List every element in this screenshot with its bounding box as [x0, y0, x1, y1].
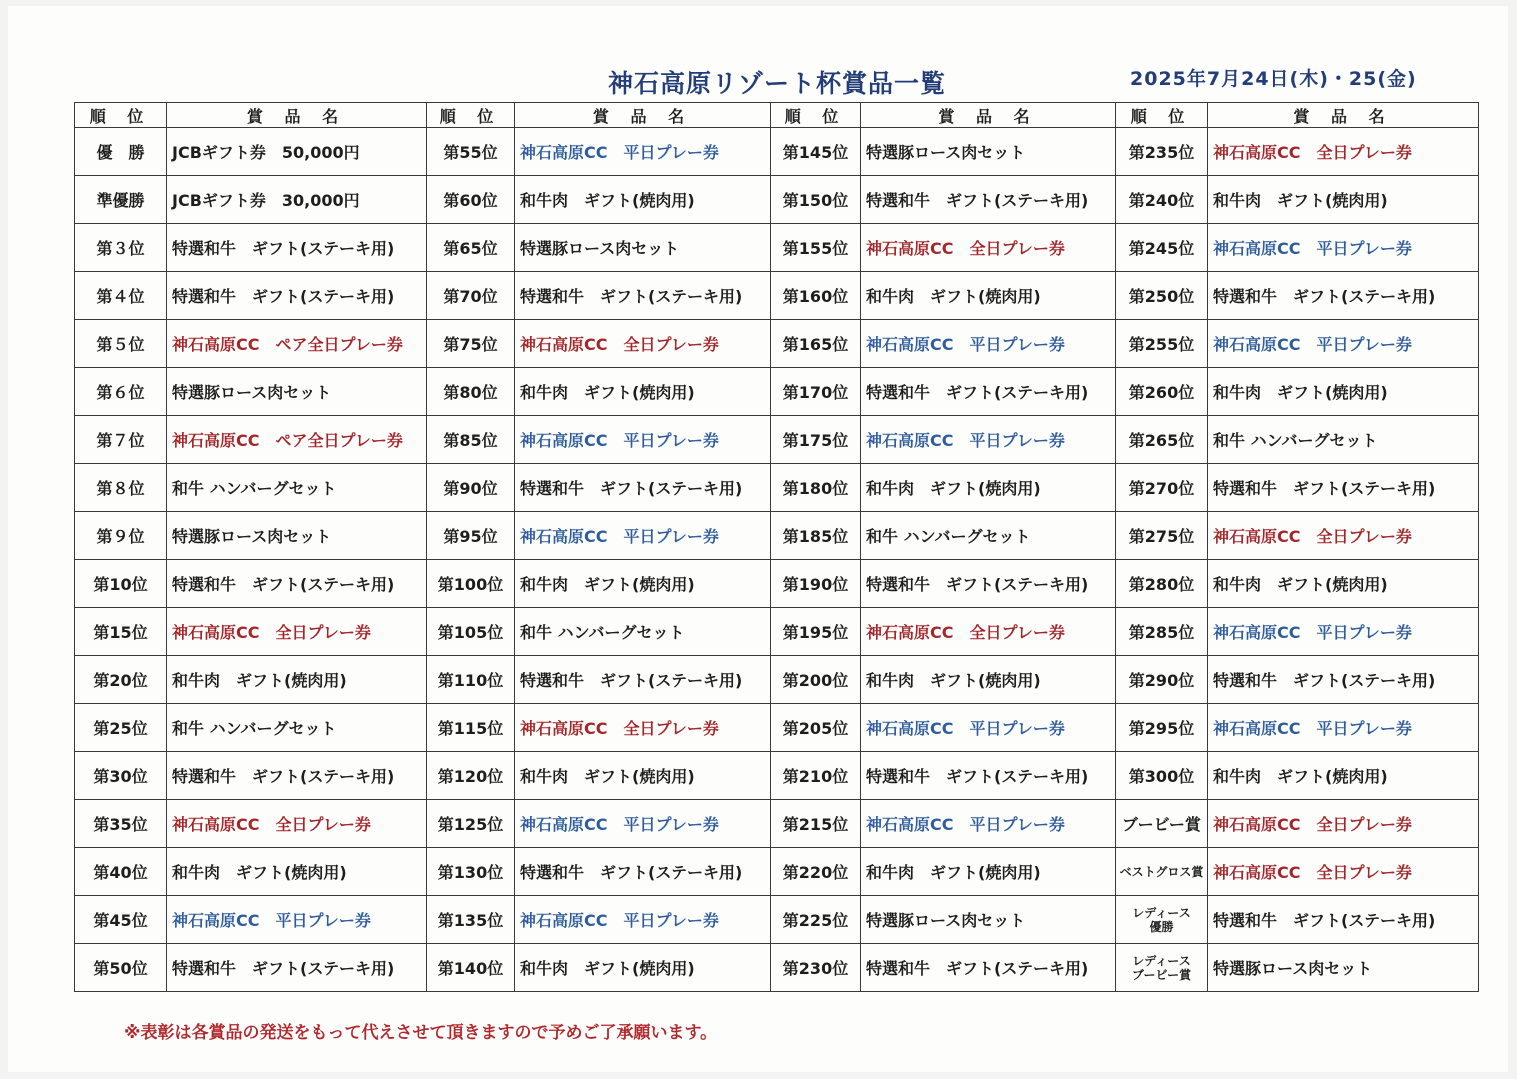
rank-cell: 第50位: [75, 944, 167, 992]
header-rank: 順 位: [75, 103, 167, 128]
prize-cell: 神石高原CC 平日プレー券: [515, 512, 771, 560]
header-prize: 賞 品 名: [1208, 103, 1479, 128]
prize-cell: 特選和牛 ギフト(ステーキ用): [861, 176, 1116, 224]
prize-cell: 神石高原CC 全日プレー券: [1208, 848, 1479, 896]
header-rank: 順 位: [771, 103, 861, 128]
rank-cell: 第300位: [1116, 752, 1208, 800]
table-row: [75, 800, 1479, 848]
rank-cell: 第225位: [771, 896, 861, 944]
prize-cell: 和牛肉 ギフト(焼肉用): [1208, 176, 1479, 224]
prize-cell: 特選和牛 ギフト(ステーキ用): [515, 656, 771, 704]
table-row: [75, 320, 1479, 368]
rank-cell: 第145位: [771, 128, 861, 176]
prize-cell: 和牛肉 ギフト(焼肉用): [1208, 368, 1479, 416]
rank-cell: 準優勝: [75, 176, 167, 224]
table-row: [75, 128, 1479, 176]
rank-cell: 優 勝: [75, 128, 167, 176]
prize-cell: 和牛 ハンバーグセット: [1208, 416, 1479, 464]
rank-cell: 第255位: [1116, 320, 1208, 368]
table-row: [75, 512, 1479, 560]
rank-cell: 第240位: [1116, 176, 1208, 224]
prize-cell: 神石高原CC 全日プレー券: [861, 224, 1116, 272]
rank-cell: 第120位: [427, 752, 515, 800]
prize-cell: 神石高原CC 平日プレー券: [167, 896, 427, 944]
rank-cell: 第135位: [427, 896, 515, 944]
rank-cell: 第195位: [771, 608, 861, 656]
prize-cell: 和牛 ハンバーグセット: [861, 512, 1116, 560]
rank-cell: 第285位: [1116, 608, 1208, 656]
prize-cell: 和牛肉 ギフト(焼肉用): [515, 176, 771, 224]
rank-cell: 第５位: [75, 320, 167, 368]
prize-cell: 神石高原CC 平日プレー券: [861, 704, 1116, 752]
rank-cell: 第55位: [427, 128, 515, 176]
prize-table-body: [75, 128, 1479, 992]
rank-cell: 第90位: [427, 464, 515, 512]
prize-cell: 和牛肉 ギフト(焼肉用): [515, 368, 771, 416]
rank-cell: 第180位: [771, 464, 861, 512]
prize-cell: 和牛肉 ギフト(焼肉用): [515, 560, 771, 608]
table-row: [75, 560, 1479, 608]
prize-cell: 神石高原CC 全日プレー券: [167, 800, 427, 848]
table-row: [75, 224, 1479, 272]
prize-cell: 神石高原CC 平日プレー券: [861, 416, 1116, 464]
prize-cell: 特選和牛 ギフト(ステーキ用): [167, 224, 427, 272]
rank-cell: 第290位: [1116, 656, 1208, 704]
rank-cell: 第130位: [427, 848, 515, 896]
prize-cell: 神石高原CC 平日プレー券: [515, 800, 771, 848]
prize-cell: 和牛肉 ギフト(焼肉用): [515, 752, 771, 800]
footer-note: ※表彰は各賞品の発送をもって代えさせて頂きますので予めご了承願います。: [124, 1023, 718, 1043]
rank-cell: 第230位: [771, 944, 861, 992]
rank-cell: 第250位: [1116, 272, 1208, 320]
rank-cell: 第220位: [771, 848, 861, 896]
prize-cell: 神石高原CC 平日プレー券: [515, 416, 771, 464]
table-row: [75, 176, 1479, 224]
rank-cell: 第205位: [771, 704, 861, 752]
prize-cell: JCBギフト券 50,000円: [167, 128, 427, 176]
prize-cell: 特選和牛 ギフト(ステーキ用): [861, 560, 1116, 608]
prize-cell: 特選和牛 ギフト(ステーキ用): [861, 368, 1116, 416]
rank-cell: 第15位: [75, 608, 167, 656]
rank-cell: 第260位: [1116, 368, 1208, 416]
prize-cell: 神石高原CC 全日プレー券: [861, 608, 1116, 656]
rank-cell: 第185位: [771, 512, 861, 560]
table-row: [75, 752, 1479, 800]
table-row: [75, 848, 1479, 896]
prize-cell: 特選和牛 ギフト(ステーキ用): [861, 944, 1116, 992]
rank-cell: 第85位: [427, 416, 515, 464]
prize-cell: 和牛肉 ギフト(焼肉用): [1208, 560, 1479, 608]
prize-cell: 神石高原CC 平日プレー券: [1208, 608, 1479, 656]
prize-cell: 特選和牛 ギフト(ステーキ用): [167, 560, 427, 608]
rank-cell: レディース ブービー賞: [1116, 944, 1208, 992]
prize-cell: 神石高原CC 全日プレー券: [1208, 800, 1479, 848]
rank-cell: 第235位: [1116, 128, 1208, 176]
prize-cell: 神石高原CC 全日プレー券: [1208, 512, 1479, 560]
rank-cell: 第150位: [771, 176, 861, 224]
rank-cell: 第160位: [771, 272, 861, 320]
prize-cell: 特選豚ロース肉セット: [861, 128, 1116, 176]
prize-cell: 特選和牛 ギフト(ステーキ用): [1208, 272, 1479, 320]
header-rank: 順 位: [1116, 103, 1208, 128]
prize-cell: 特選豚ロース肉セット: [167, 368, 427, 416]
rank-cell: 第280位: [1116, 560, 1208, 608]
rank-cell: 第275位: [1116, 512, 1208, 560]
prize-cell: 特選和牛 ギフト(ステーキ用): [1208, 464, 1479, 512]
prize-cell: 特選豚ロース肉セット: [1208, 944, 1479, 992]
rank-cell: 第95位: [427, 512, 515, 560]
prize-cell: 特選和牛 ギフト(ステーキ用): [515, 848, 771, 896]
rank-cell: 第25位: [75, 704, 167, 752]
header-rank: 順 位: [427, 103, 515, 128]
page-title: 神石高原リゾート杯賞品一覧: [608, 69, 947, 98]
prize-cell: 神石高原CC 平日プレー券: [1208, 704, 1479, 752]
rank-cell: 第４位: [75, 272, 167, 320]
rank-cell: 第８位: [75, 464, 167, 512]
rank-cell: 第65位: [427, 224, 515, 272]
rank-cell: ブービー賞: [1116, 800, 1208, 848]
rank-cell: 第200位: [771, 656, 861, 704]
prize-cell: 特選和牛 ギフト(ステーキ用): [861, 752, 1116, 800]
prize-cell: 神石高原CC 全日プレー券: [1208, 128, 1479, 176]
prize-cell: 和牛肉 ギフト(焼肉用): [861, 272, 1116, 320]
table-row: [75, 416, 1479, 464]
rank-cell: 第175位: [771, 416, 861, 464]
prize-cell: 神石高原CC 全日プレー券: [515, 320, 771, 368]
rank-cell: 第７位: [75, 416, 167, 464]
rank-cell: 第115位: [427, 704, 515, 752]
rank-cell: 第９位: [75, 512, 167, 560]
rank-cell: 第125位: [427, 800, 515, 848]
rank-cell: 第100位: [427, 560, 515, 608]
rank-cell: 第170位: [771, 368, 861, 416]
prize-cell: 和牛肉 ギフト(焼肉用): [861, 464, 1116, 512]
rank-cell: 第40位: [75, 848, 167, 896]
table-header-row: [75, 103, 1479, 128]
rank-cell: 第45位: [75, 896, 167, 944]
table-row: [75, 272, 1479, 320]
prize-cell: 和牛 ハンバーグセット: [167, 704, 427, 752]
prize-cell: 和牛肉 ギフト(焼肉用): [515, 944, 771, 992]
prize-cell: 特選和牛 ギフト(ステーキ用): [515, 272, 771, 320]
prize-cell: 和牛 ハンバーグセット: [167, 464, 427, 512]
document-page: [8, 6, 1508, 1072]
table-row: [75, 896, 1479, 944]
prize-cell: 特選和牛 ギフト(ステーキ用): [1208, 656, 1479, 704]
rank-cell: 第270位: [1116, 464, 1208, 512]
prize-cell: 特選豚ロース肉セット: [515, 224, 771, 272]
rank-cell: 第75位: [427, 320, 515, 368]
rank-cell: レディース 優勝: [1116, 896, 1208, 944]
prize-cell: 神石高原CC 平日プレー券: [861, 800, 1116, 848]
prize-cell: 特選和牛 ギフト(ステーキ用): [1208, 896, 1479, 944]
rank-cell: 第105位: [427, 608, 515, 656]
table-row: [75, 368, 1479, 416]
prize-table: [74, 102, 1479, 992]
rank-cell: 第215位: [771, 800, 861, 848]
table-row: [75, 464, 1479, 512]
rank-cell: 第35位: [75, 800, 167, 848]
rank-cell: ベストグロス賞: [1116, 848, 1208, 896]
header-prize: 賞 品 名: [861, 103, 1116, 128]
prize-cell: 特選和牛 ギフト(ステーキ用): [167, 752, 427, 800]
prize-cell: 神石高原CC 平日プレー券: [1208, 224, 1479, 272]
rank-cell: 第60位: [427, 176, 515, 224]
prize-cell: 神石高原CC ペア全日プレー券: [167, 320, 427, 368]
prize-cell: 和牛肉 ギフト(焼肉用): [1208, 752, 1479, 800]
rank-cell: 第10位: [75, 560, 167, 608]
rank-cell: 第155位: [771, 224, 861, 272]
event-date: 2025年7月24日(木)・25(金): [1130, 68, 1417, 90]
prize-cell: 神石高原CC 平日プレー券: [861, 320, 1116, 368]
prize-cell: 特選豚ロース肉セット: [167, 512, 427, 560]
rank-cell: 第３位: [75, 224, 167, 272]
rank-cell: 第210位: [771, 752, 861, 800]
prize-cell: 神石高原CC 平日プレー券: [515, 896, 771, 944]
rank-cell: 第245位: [1116, 224, 1208, 272]
table-row: [75, 704, 1479, 752]
prize-cell: 特選和牛 ギフト(ステーキ用): [167, 944, 427, 992]
prize-cell: 和牛肉 ギフト(焼肉用): [167, 656, 427, 704]
rank-cell: 第190位: [771, 560, 861, 608]
rank-cell: 第265位: [1116, 416, 1208, 464]
prize-cell: 神石高原CC 平日プレー券: [515, 128, 771, 176]
table-row: [75, 608, 1479, 656]
rank-cell: 第20位: [75, 656, 167, 704]
prize-cell: 神石高原CC 平日プレー券: [1208, 320, 1479, 368]
prize-cell: 神石高原CC 全日プレー券: [167, 608, 427, 656]
header-prize: 賞 品 名: [167, 103, 427, 128]
table-row: [75, 656, 1479, 704]
prize-cell: 特選和牛 ギフト(ステーキ用): [515, 464, 771, 512]
prize-cell: 神石高原CC ペア全日プレー券: [167, 416, 427, 464]
prize-cell: 和牛肉 ギフト(焼肉用): [861, 848, 1116, 896]
rank-cell: 第165位: [771, 320, 861, 368]
prize-cell: 神石高原CC 全日プレー券: [515, 704, 771, 752]
prize-cell: 特選和牛 ギフト(ステーキ用): [167, 272, 427, 320]
prize-cell: 和牛 ハンバーグセット: [515, 608, 771, 656]
prize-cell: JCBギフト券 30,000円: [167, 176, 427, 224]
prize-cell: 和牛肉 ギフト(焼肉用): [861, 656, 1116, 704]
rank-cell: 第６位: [75, 368, 167, 416]
table-row: [75, 944, 1479, 992]
rank-cell: 第140位: [427, 944, 515, 992]
rank-cell: 第80位: [427, 368, 515, 416]
rank-cell: 第295位: [1116, 704, 1208, 752]
prize-cell: 和牛肉 ギフト(焼肉用): [167, 848, 427, 896]
rank-cell: 第110位: [427, 656, 515, 704]
prize-cell: 特選豚ロース肉セット: [861, 896, 1116, 944]
header-prize: 賞 品 名: [515, 103, 771, 128]
rank-cell: 第30位: [75, 752, 167, 800]
rank-cell: 第70位: [427, 272, 515, 320]
